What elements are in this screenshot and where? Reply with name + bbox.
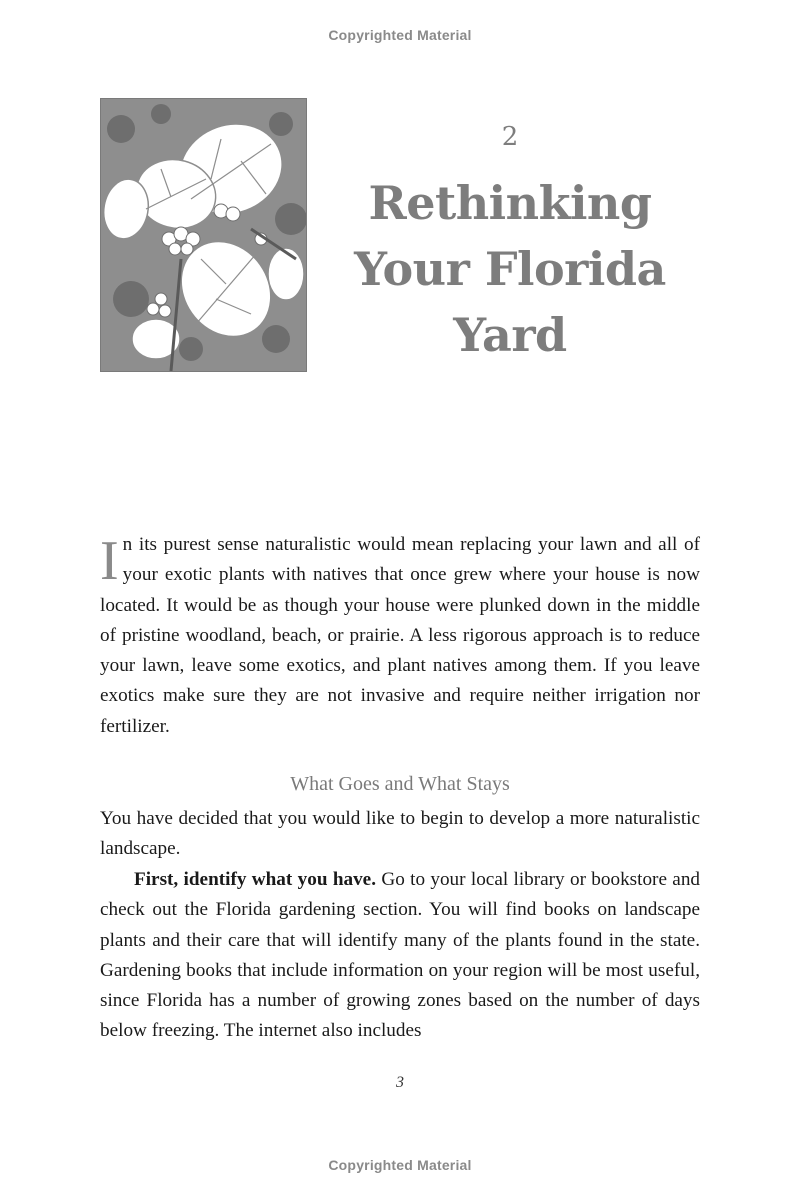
sea-grape-leaves-illustration (100, 98, 307, 372)
chapter-title-line-2: Your Florida (354, 242, 666, 296)
copyright-watermark-bottom: Copyrighted Material (328, 1157, 472, 1173)
chapter-number: 2 (501, 122, 519, 152)
page-number: 3 (396, 1074, 404, 1091)
copyright-watermark-top: Copyrighted Material (328, 27, 472, 43)
paragraph-2: You have decided that you would like to begin to develop a more naturalistic landscape. (100, 808, 700, 860)
chapter-title (340, 170, 680, 368)
opening-paragraph (100, 530, 700, 742)
chapter-title-line-3: Yard (453, 308, 567, 362)
chapter-title-line-1: Rethinking (368, 176, 652, 230)
paragraph-3-text: Go to your local library or bookstore and check out the Florida gardening section. You will find books on landscape plants and their care that will identify many of the plants found in the state. Gardening books that include information on your region will be most useful, since Florida has a number of growing zones based on the number of days below freezing. The internet also includes (100, 869, 701, 1042)
opening-paragraph-text: n its purest sense naturalistic would mean replacing your lawn and all of your exotic plants with natives that once grew where your house is now located. It would be as though your house were plunked down in the middle of pristine woodland, beach, or prairie. A less rigorous approach is to reduce your lawn, leave some exotics, and plant natives among them. If you leave exotics make sure they are not invasive and require neither irrigation nor fertilizer. (100, 534, 700, 737)
paragraph-3 (100, 865, 700, 1047)
paragraph-3-lead: First, identify what you have. (134, 869, 376, 890)
drop-cap: I (100, 530, 119, 592)
section-heading: What Goes and What Stays (290, 773, 510, 795)
